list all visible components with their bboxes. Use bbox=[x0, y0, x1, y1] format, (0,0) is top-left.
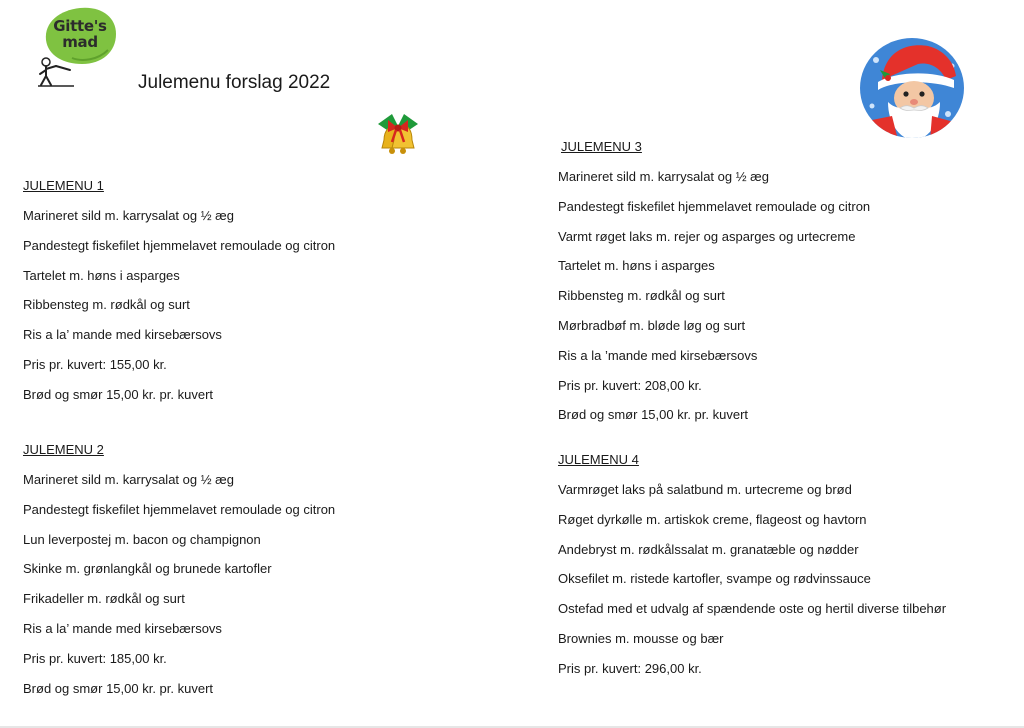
menu-heading: JULEMENU 3 bbox=[561, 139, 642, 154]
logo-line-1: Gitte's bbox=[53, 17, 107, 35]
menu-item: Ris a la’ mande med kirsebærsovs bbox=[23, 327, 222, 343]
menu-4 bbox=[558, 450, 946, 689]
menu-bread-price: Brød og smør 15,00 kr. pr. kuvert bbox=[23, 386, 214, 402]
menu-item: Pandestegt fiskefilet hjemmelavet remoulade og citron bbox=[23, 501, 336, 517]
menu-bread-price: Brød og smør 15,00 kr. pr. kuvert bbox=[23, 680, 214, 696]
menu-item: Pandestegt fiskefilet hjemmelavet remoulade og citron bbox=[23, 237, 336, 253]
menu-item: Skinke m. grønlangkål og brunede kartofler bbox=[23, 561, 272, 577]
menu-item: Frikadeller m. rødkål og surt bbox=[23, 591, 185, 607]
menu-item: Andebryst m. rødkålssalat m. granatæble og nødder bbox=[558, 541, 859, 557]
menu-item: Tartelet m. høns i asparges bbox=[558, 258, 715, 274]
menu-item: Ris a la’ mande med kirsebærsovs bbox=[23, 620, 222, 636]
menu-1 bbox=[23, 176, 335, 415]
menu-item: Ostefad med et udvalg af spændende oste og hertil diverse tilbehør bbox=[558, 601, 947, 617]
menu-item: Ris a la ’mande med kirsebærsovs bbox=[558, 347, 758, 363]
menu-heading: JULEMENU 4 bbox=[558, 452, 639, 467]
chef-logo-icon bbox=[36, 56, 76, 88]
menu-heading: JULEMENU 1 bbox=[23, 178, 104, 193]
logo-line-2: mad bbox=[62, 33, 98, 51]
menu-item: Brownies m. mousse og bær bbox=[558, 630, 724, 646]
menu-price: Pris pr. kuvert: 296,00 kr. bbox=[558, 660, 702, 676]
menu-2 bbox=[23, 440, 335, 708]
menu-item: Marineret sild m. karrysalat og ½ æg bbox=[23, 208, 234, 223]
menu-item: Lun leverpostej m. bacon og champignon bbox=[23, 531, 261, 547]
menu-3 bbox=[558, 137, 870, 435]
menu-item: Røget dyrkølle m. artiskok creme, flageost og havtorn bbox=[558, 511, 867, 527]
menu-item: Ribbensteg m. rødkål og surt bbox=[558, 288, 725, 304]
menu-price: Pris pr. kuvert: 155,00 kr. bbox=[23, 356, 167, 372]
menu-item: Varmrøget laks på salatbund m. urtecreme og brød bbox=[558, 482, 852, 497]
menu-item: Mørbradbøf m. bløde løg og surt bbox=[558, 317, 746, 333]
santa-claus-icon bbox=[858, 36, 966, 140]
menu-item: Tartelet m. høns i asparges bbox=[23, 267, 180, 283]
menu-item: Oksefilet m. ristede kartofler, svampe og rødvinssauce bbox=[558, 571, 871, 587]
menu-item: Ribbensteg m. rødkål og surt bbox=[23, 297, 190, 313]
menu-item: Pandestegt fiskefilet hjemmelavet remoulade og citron bbox=[558, 198, 871, 214]
menu-item: Marineret sild m. karrysalat og ½ æg bbox=[23, 472, 234, 487]
menu-bread-price: Brød og smør 15,00 kr. pr. kuvert bbox=[558, 407, 749, 423]
menu-item: Varmt røget laks m. rejer og asparges og urtecreme bbox=[558, 228, 856, 244]
page-title: Julemenu forslag 2022 bbox=[138, 72, 331, 93]
menu-price: Pris pr. kuvert: 208,00 kr. bbox=[558, 377, 702, 393]
menu-heading: JULEMENU 2 bbox=[23, 442, 104, 457]
logo-text bbox=[42, 18, 118, 50]
menu-price: Pris pr. kuvert: 185,00 kr. bbox=[23, 650, 167, 666]
gittes-mad-logo bbox=[36, 6, 120, 86]
christmas-bells-icon bbox=[372, 110, 424, 162]
menu-item: Marineret sild m. karrysalat og ½ æg bbox=[558, 169, 769, 184]
